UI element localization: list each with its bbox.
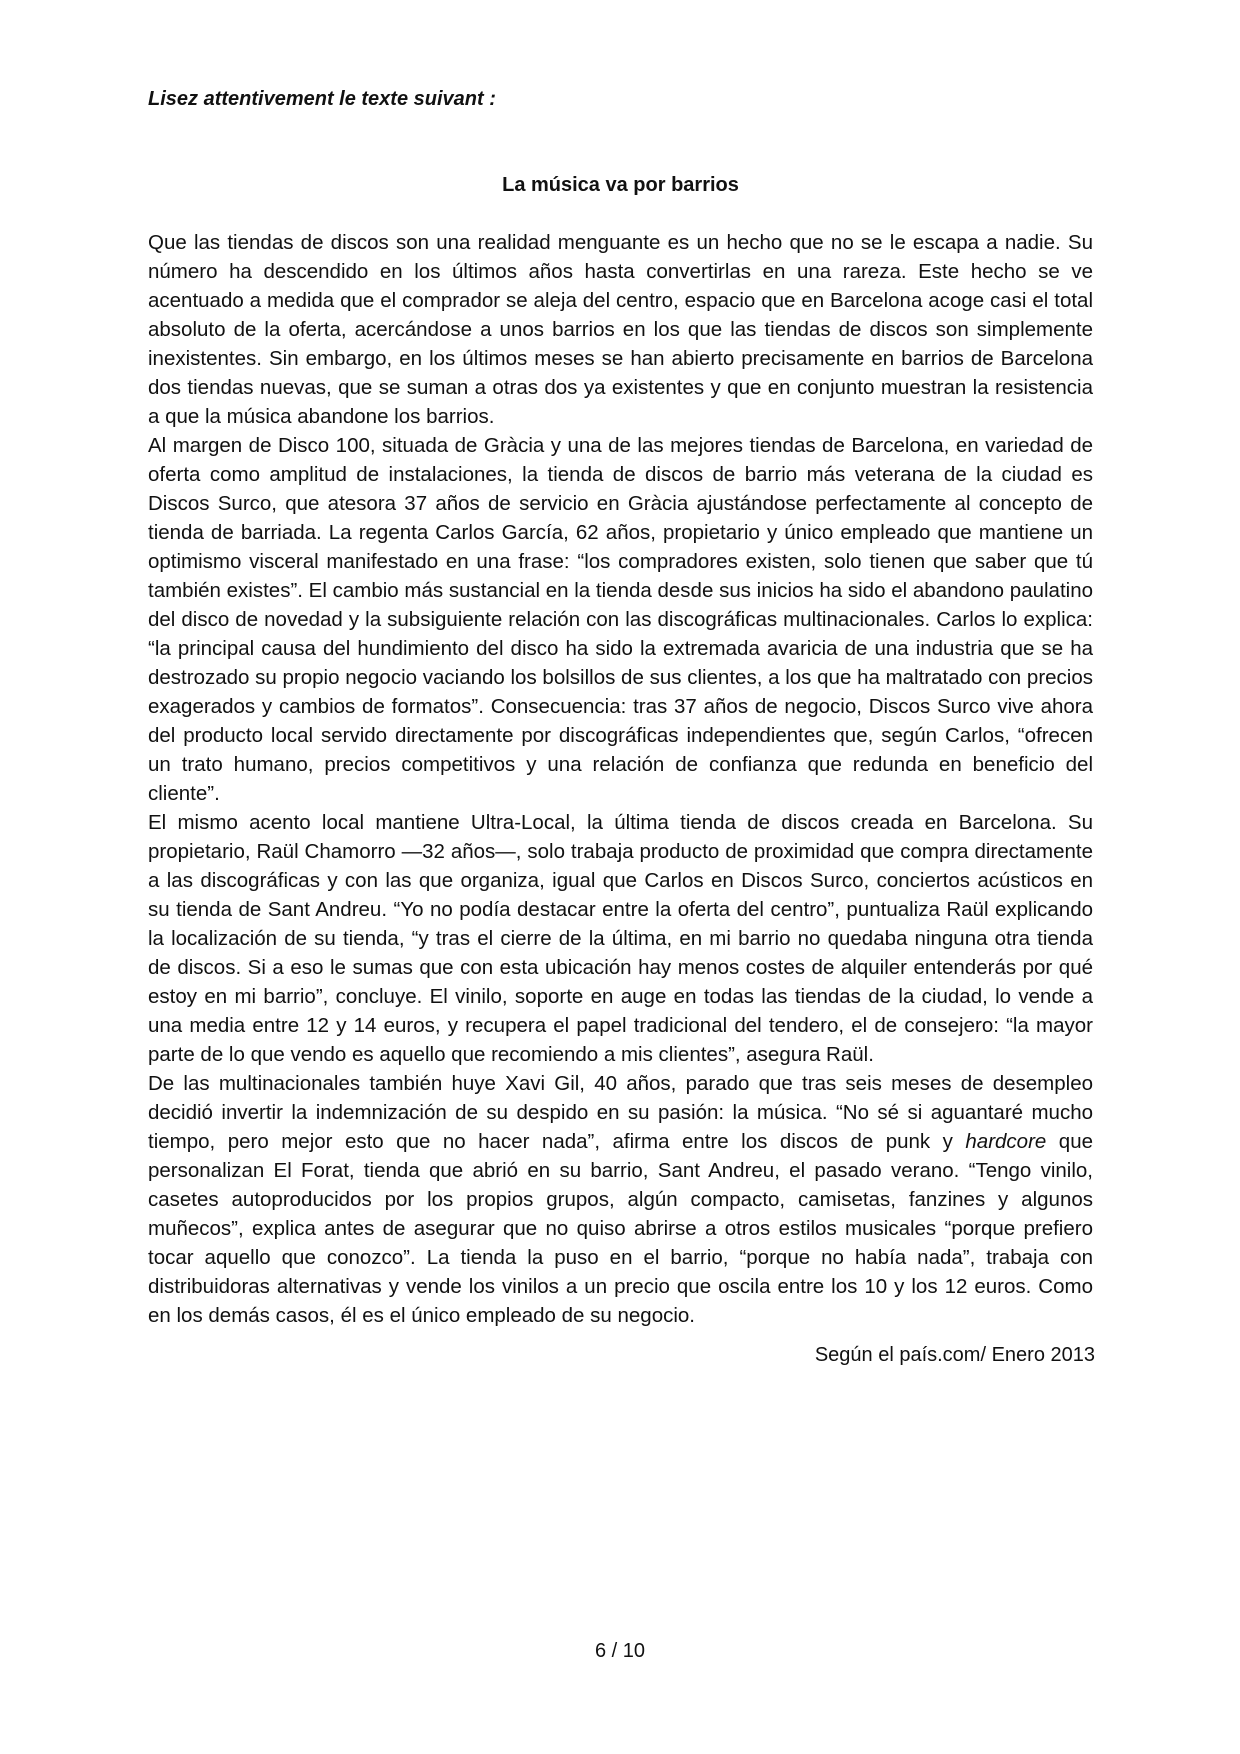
page-number: 6 / 10 bbox=[594, 1640, 646, 1662]
article-paragraph-2: Al margen de Disco 100, situada de Gràcia y una de las mejores tiendas de Barcelona, en variedad de oferta como amplitud de instalaciones, la tienda de discos de barrio más veterana de la ciudad es Discos Surco, que atesora 37 años de servicio en Gràcia ajustándose perfectamente al concepto de tienda de barriada. La regenta Carlos García, 62 años, propietario y único empleado que mantiene un optimismo visceral manifestado en una frase: “los compradores existen, solo tienen que saber que tú también existes”. El cambio más sustancial en la tienda desde sus inicios ha sido el abandono paulatino del disco de novedad y la subsiguiente relación con las discográficas multinacionales. Carlos lo explica: “la principal causa del hundimiento del disco ha sido la extremada avaricia de una industria que se ha destrozado su propio negocio vaciando los bolsillos de sus clientes, a los que ha maltratado con precios exagerados y cambios de formatos”. Consecuencia: tras 37 años de negocio, Discos Surco vive ahora del producto local servido directamente por discográficas independientes que, según Carlos, “ofrecen un trato humano, precios competitivos y una relación de confianza que redunda en beneficio del cliente”. bbox=[148, 434, 1093, 805]
italic-term: hardcore bbox=[965, 1130, 1047, 1153]
instruction-heading: Lisez attentivement le texte suivant : bbox=[148, 88, 496, 110]
paragraph-4-text-start: De las multinacionales también huye Xavi Gil, 40 años, parado que tras seis meses de desempleo decidió invertir la indemnización de su despido en su pasión: la música. “No sé si aguantaré mucho tiempo, pero mejor esto que no hacer nada”, afirma entre los discos de punk y bbox=[148, 1072, 1093, 1153]
article-title: La música va por barrios bbox=[502, 174, 739, 196]
paragraph-4-text-end: que personalizan El Forat, tienda que abrió en su barrio, Sant Andreu, el pasado verano. “Tengo vinilo, casetes autoproducidos por los propios grupos, algún compacto, camisetas, fanzines y algunos muñecos”, explica antes de asegurar que no quiso abrirse a otros estilos musicales “porque prefiero tocar aquello que conozco”. La tienda la puso en el barrio, “porque no había nada”, trabaja con distribuidoras alternativas y vende los vinilos a un precio que oscila entre los 10 y los 12 euros. Como en los demás casos, él es el único empleado de su negocio. bbox=[148, 1130, 1093, 1327]
article-body bbox=[148, 228, 1093, 1330]
article-paragraph-3: El mismo acento local mantiene Ultra-Local, la última tienda de discos creada en Barcelona. Su propietario, Raül Chamorro —32 años—, solo trabaja producto de proximidad que compra directamente a las discográficas y con las que organiza, igual que Carlos en Discos Surco, conciertos acústicos en su tienda de Sant Andreu. “Yo no podía destacar entre la oferta del centro”, puntualiza Raül explicando la localización de su tienda, “y tras el cierre de la última, en mi barrio no quedaba ninguna otra tienda de discos. Si a eso le sumas que con esta ubicación hay menos costes de alquiler entenderás por qué estoy en mi barrio”, concluye. El vinilo, soporte en auge en todas las tiendas de la ciudad, lo vende a una media entre 12 y 14 euros, y recupera el papel tradicional del tendero, el de consejero: “la mayor parte de lo que vendo es aquello que recomiendo a mis clientes”, asegura Raül. bbox=[148, 811, 1093, 1066]
article-paragraph-1: Que las tiendas de discos son una realidad menguante es un hecho que no se le escapa a nadie. Su número ha descendido en los últimos años hasta convertirlas en una rareza. Este hecho se ve acentuado a medida que el comprador se aleja del centro, espacio que en Barcelona acoge casi el total absoluto de la oferta, acercándose a unos barrios en los que las tiendas de discos son simplemente inexistentes. Sin embargo, en los últimos meses se han abierto precisamente en barrios de Barcelona dos tiendas nuevas, que se suman a otras dos ya existentes y que en conjunto muestran la resistencia a que la música abandone los barrios. bbox=[148, 231, 1093, 428]
article-paragraph-4 bbox=[148, 1069, 1093, 1330]
source-citation: Según el país.com/ Enero 2013 bbox=[814, 1344, 1095, 1366]
